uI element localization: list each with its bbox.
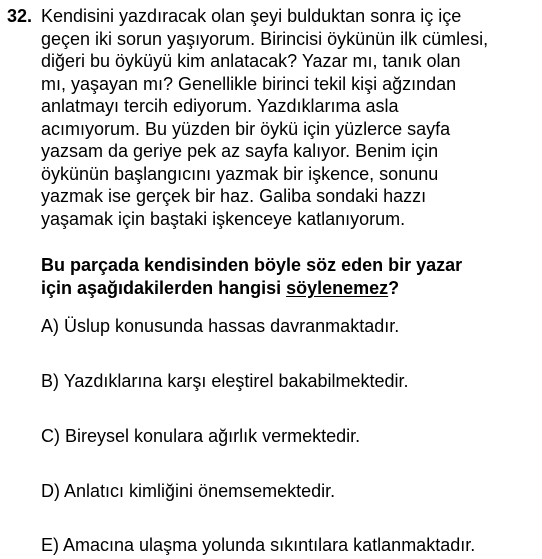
option-e[interactable] xyxy=(41,534,475,556)
passage-line: yazmak ise gerçek bir haz. Galiba sondaki hazzı xyxy=(41,186,427,206)
question-number: 32. xyxy=(7,6,33,26)
option-d[interactable] xyxy=(41,480,335,502)
passage-line: yaşamak için baştaki işkenceye katlanıyorum. xyxy=(41,208,406,229)
stem-line xyxy=(41,277,536,300)
passage-line: öykünün başlangıcını yazmak bir işkence, sonunu xyxy=(41,163,439,184)
option-c[interactable] xyxy=(41,425,360,447)
question-stem xyxy=(41,254,536,300)
passage-line: diğeri bu öyküyü kim anlatacak? Yazar mı, tanık olan xyxy=(41,51,461,71)
option-letter: E) xyxy=(41,535,59,555)
stem-line: Bu parçada kendisinden böyle söz eden bir yazar xyxy=(41,255,463,275)
passage-line: geçen iki sorun yaşıyorum. Birincisi öykünün ilk cümlesi, xyxy=(41,28,489,49)
stem-suffix: ? xyxy=(388,278,400,298)
option-letter: B) xyxy=(41,371,59,391)
option-letter: D) xyxy=(41,481,60,501)
passage-line: Kendisini yazdıracak olan şeyi bulduktan sonra iç içe xyxy=(41,6,462,26)
option-b[interactable] xyxy=(41,370,409,392)
option-text: Üslup konusunda hassas davranmaktadır. xyxy=(64,316,400,336)
question-passage xyxy=(41,5,536,230)
stem-emphasis: söylenemez xyxy=(286,278,389,298)
passage-line: yazsam da geriye pek az sayfa kalıyor. Benim için xyxy=(41,141,439,161)
passage-line: mı, yaşayan mı? Genellikle birinci tekil kişi ağzından xyxy=(41,73,457,94)
passage-line: anlatmayı tercih ediyorum. Yazdıklarıma asla xyxy=(41,96,399,116)
option-a[interactable] xyxy=(41,315,399,337)
passage-line: acımıyorum. Bu yüzden bir öykü için yüzlerce sayfa xyxy=(41,118,451,139)
stem-prefix: için aşağıdakilerden hangisi xyxy=(41,278,287,298)
option-text: Yazdıklarına karşı eleştirel bakabilmektedir. xyxy=(63,371,409,391)
option-letter: A) xyxy=(41,316,59,336)
option-text: Anlatıcı kimliğini önemsemektedir. xyxy=(64,481,336,501)
option-text: Bireysel konulara ağırlık vermektedir. xyxy=(65,426,361,446)
option-text: Amacına ulaşma yolunda sıkıntılara katlanmaktadır. xyxy=(63,535,476,555)
option-letter: C) xyxy=(41,426,60,446)
